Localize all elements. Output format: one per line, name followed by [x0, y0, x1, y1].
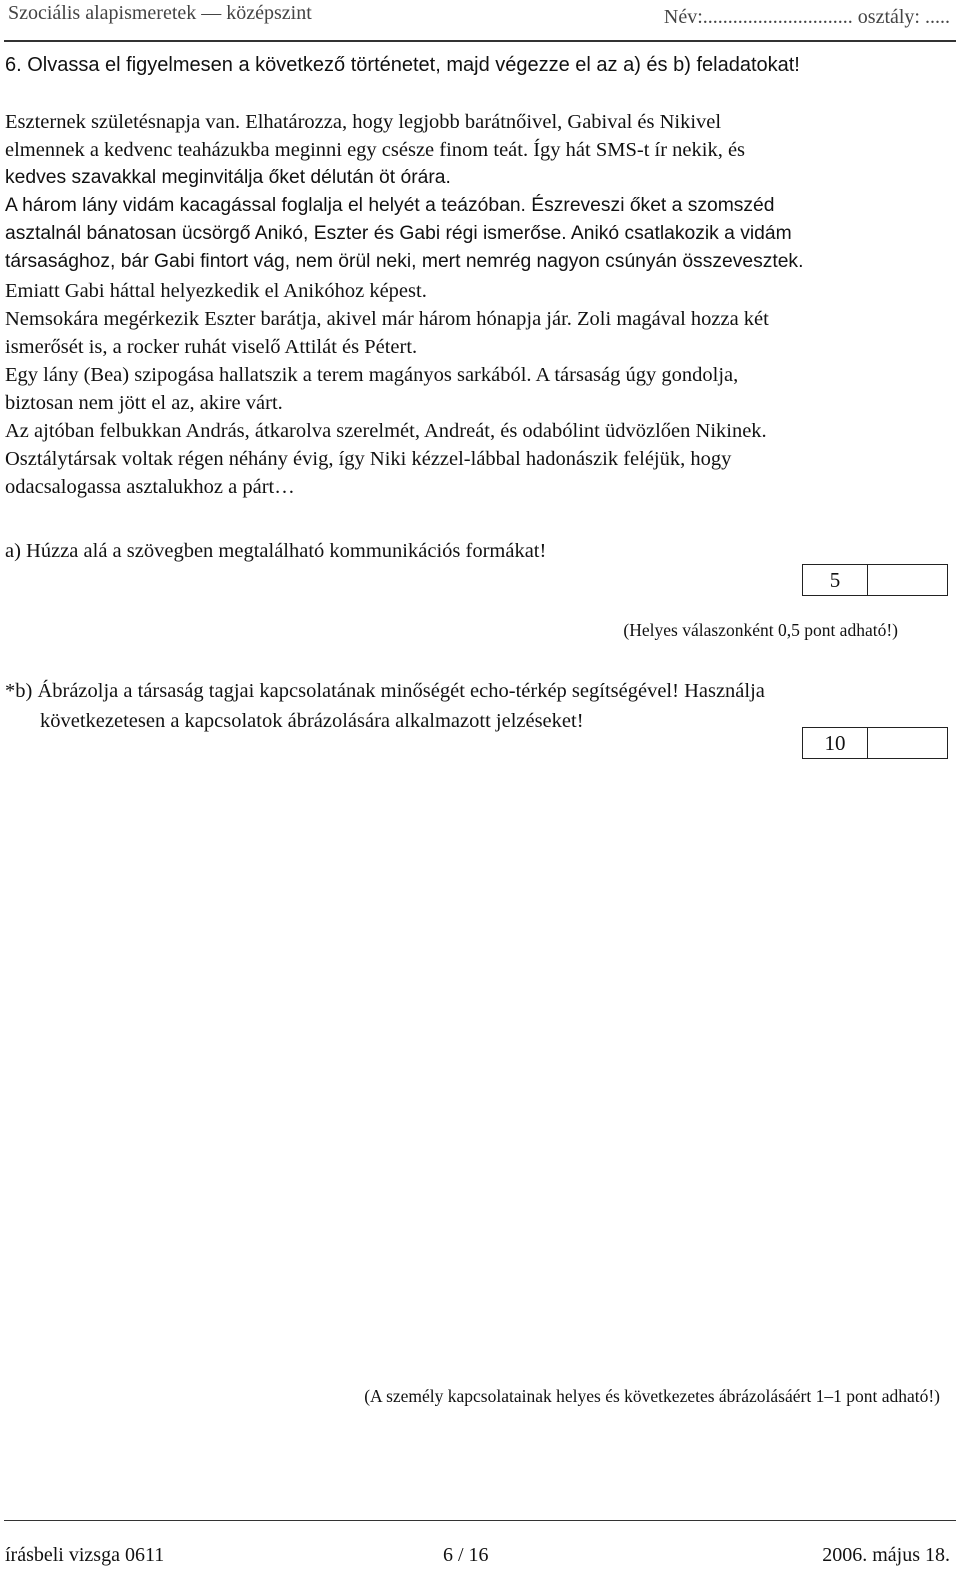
story-line: kedves szavakkal meginvitálja őket délután öt órára.: [5, 167, 451, 189]
part-b-score-field[interactable]: [868, 728, 947, 758]
part-a-max-points: 5: [803, 565, 868, 595]
story-line: Emiatt Gabi háttal helyezkedik el Anikóhoz képest.: [5, 279, 427, 302]
story-line: biztosan nem jött el az, akire várt.: [5, 391, 283, 414]
story-line: Nemsokára megérkezik Eszter barátja, akivel már három hónapja jár. Zoli magával hozza két: [5, 307, 769, 330]
story-line: odacsalogassa asztalukhoz a párt…: [5, 476, 295, 499]
footer-page-number: 6 / 16: [443, 1544, 489, 1566]
header-name-class-field: Név:.............................. osztály: .....: [663, 6, 950, 28]
story-line: asztalnál bánatosan ücsörgő Anikó, Eszter és Gabi régi ismerőse. Anikó csatlakozik a vidám: [5, 223, 792, 245]
header-rule: [4, 40, 956, 42]
footer-date: 2006. május 18.: [822, 1544, 950, 1566]
header-subject: Szociális alapismeretek — középszint: [8, 2, 312, 24]
story-line: Az ajtóban felbukkan András, átkarolva szerelmét, Andreát, és odabólint üdvözlően Nikinek.: [5, 420, 767, 443]
part-b-note: (A személy kapcsolatainak helyes és következetes ábrázolásáért 1–1 pont adható!): [364, 1386, 940, 1406]
story-line: Osztálytársak voltak régen néhány évig, így Niki kézzel-lábbal hadonászik feléjük, hogy: [5, 448, 732, 471]
footer-rule: [4, 1520, 956, 1521]
task-title: 6. Olvassa el figyelmesen a következő történetet, majd végezze el az a) és b) feladatokat!: [5, 54, 800, 76]
story-line: Egy lány (Bea) szipogása hallatszik a terem magányos sarkából. A társaság úgy gondolja,: [5, 363, 739, 386]
part-a-question: a) Húzza alá a szövegben megtalálható kommunikációs formákat!: [5, 540, 547, 562]
part-b-score-box: [802, 727, 948, 759]
part-a-score-field[interactable]: [868, 565, 947, 595]
part-b-max-points: 10: [803, 728, 868, 758]
part-a-score-box: [802, 564, 948, 596]
story-text: [5, 108, 955, 501]
story-line: Eszternek születésnapja van. Elhatározza, hogy legjobb barátnőivel, Gabival és Nikivel: [5, 111, 722, 133]
part-b-question-line1: *b) Ábrázolja a társaság tagjai kapcsolatának minőségét echo-térkép segítségével! Használja: [5, 680, 765, 702]
story-line: A három lány vidám kacagással foglalja el helyét a teázóban. Észreveszi őket a szomszéd: [5, 195, 775, 217]
footer-exam-code: írásbeli vizsga 0611: [5, 1544, 165, 1566]
part-b-question-line2: következetesen a kapcsolatok ábrázolására alkalmazott jelzéseket!: [40, 710, 584, 732]
story-line: elmennek a kedvenc teaházukba meginni egy csésze finom teát. Így hát SMS-t ír nekik, és: [5, 139, 746, 162]
story-line: ismerősét is, a rocker ruhát viselő Attilát és Pétert.: [5, 335, 418, 358]
part-a-note: (Helyes válaszonként 0,5 pont adható!): [623, 620, 898, 640]
story-line: társasághoz, bár Gabi fintort vág, nem örül neki, mert nemrég nagyon csúnyán összevesztek.: [5, 251, 804, 273]
